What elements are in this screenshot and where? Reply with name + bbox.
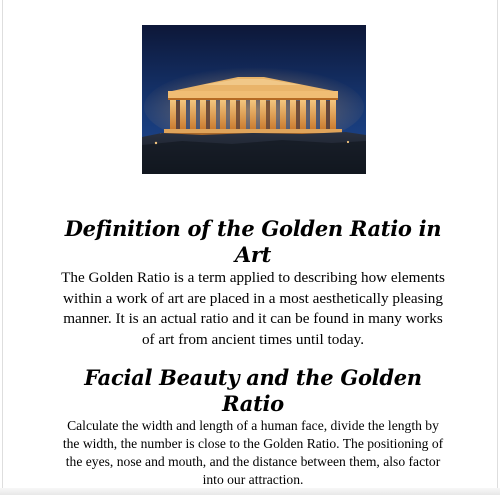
golden-ratio-definition-section bbox=[59, 216, 447, 350]
document-page bbox=[2, 0, 498, 492]
section-body: Calculate the width and length of a human face, divide the length by the width, the number is close to the Golden Ratio. The positioning of the eyes, nose and mouth, and the distance between them, also factor into our attraction. bbox=[62, 418, 444, 487]
facial-beauty-section bbox=[59, 365, 447, 489]
section-heading: Facial Beauty and the Golden Ratio bbox=[84, 365, 422, 416]
parthenon-photo bbox=[142, 25, 366, 174]
parthenon-night-icon bbox=[142, 25, 366, 174]
section-heading: Definition of the Golden Ratio in Art bbox=[64, 216, 442, 267]
page-bottom-edge bbox=[0, 488, 500, 495]
section-body: The Golden Ratio is a term applied to describing how elements within a work of art are placed in a most aesthetically pleasing manner. It is an actual ratio and it can be found in many works of art from ancient times until today. bbox=[61, 269, 445, 348]
